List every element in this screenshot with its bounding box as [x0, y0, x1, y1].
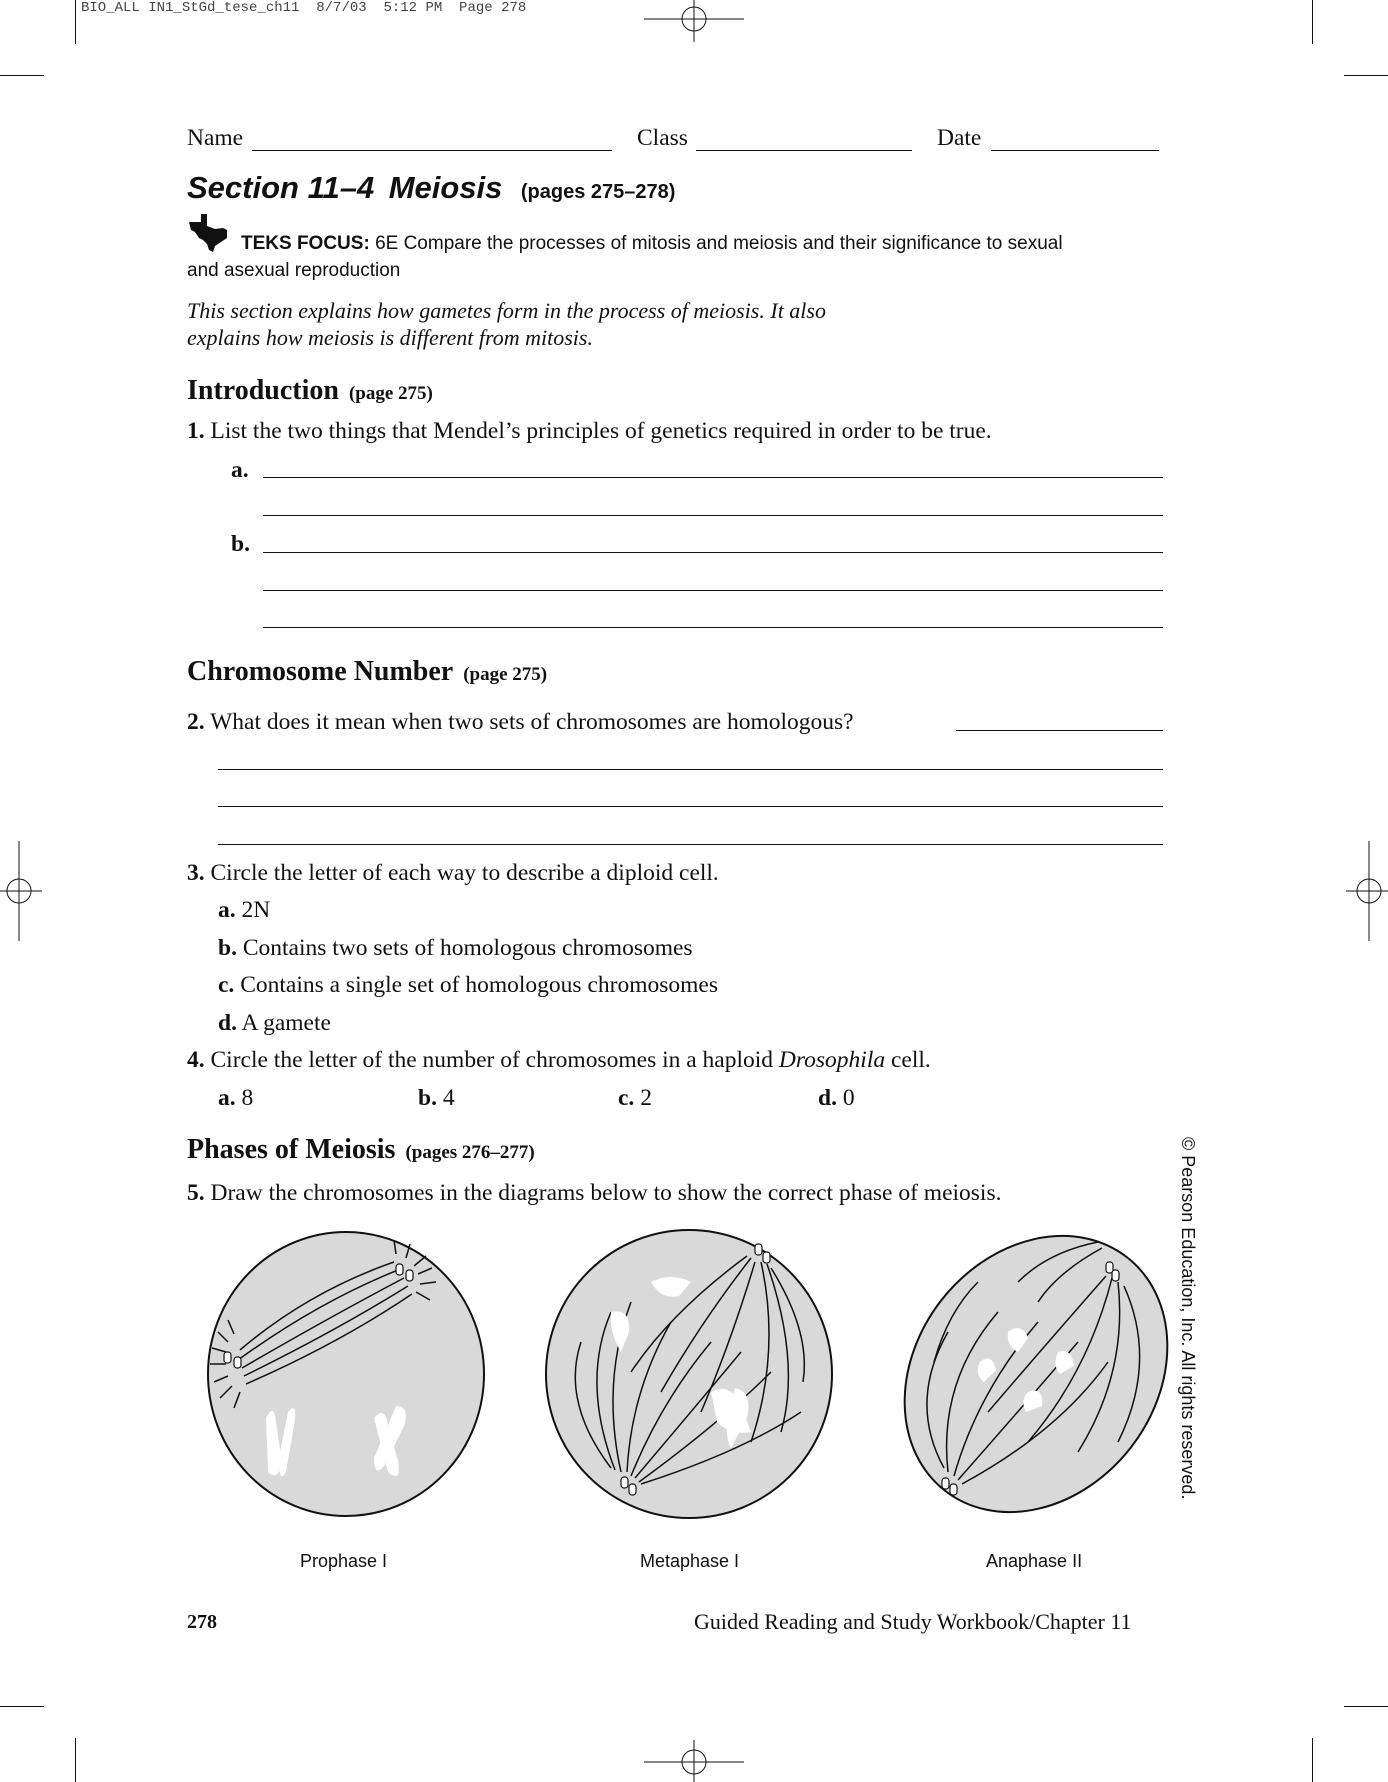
- question-4: 4. Circle the letter of the number of chromosomes in a haploid Drosophila cell.: [187, 1047, 931, 1073]
- heading-introduction: Introduction (page 275): [187, 375, 433, 406]
- q1-option-b-label: b.: [231, 531, 250, 557]
- question-3: 3. Circle the letter of each way to describe a diploid cell.: [187, 860, 719, 886]
- intro-line-1: This section explains how gametes form in the process of meiosis. It also: [187, 298, 826, 323]
- anaphase-ii-diagram[interactable]: [888, 1222, 1184, 1524]
- slug-line: BIO_ALL IN1_StGd_tese_ch11 8/7/03 5:12 PM Page 278: [81, 0, 527, 16]
- q1a-answer-line-1[interactable]: [263, 477, 1163, 478]
- q1b-answer-line-3[interactable]: [263, 627, 1163, 628]
- question-1: 1. List the two things that Mendel’s principles of genetics required in order to be true.: [187, 418, 992, 444]
- q1a-answer-line-2[interactable]: [263, 515, 1163, 516]
- q4-option-b[interactable]: b. 4: [418, 1085, 455, 1111]
- name-field[interactable]: [252, 150, 612, 151]
- q3-option-a[interactable]: a. 2N: [218, 897, 271, 923]
- q2-answer-line-3[interactable]: [218, 844, 1163, 845]
- class-field[interactable]: [696, 150, 912, 151]
- teks-text: 6E Compare the processes of mitosis and meiosis and their significance to sexual: [375, 233, 1063, 254]
- prophase-i-diagram[interactable]: [198, 1222, 494, 1524]
- section-intro: [187, 297, 826, 351]
- q4-option-d[interactable]: d. 0: [818, 1085, 855, 1111]
- footer-book-title: Guided Reading and Study Workbook/Chapter 11: [694, 1609, 1132, 1634]
- question-5: 5. Draw the chromosomes in the diagrams below to show the correct phase of meiosis.: [187, 1180, 1002, 1206]
- page-number: 278: [187, 1611, 217, 1633]
- q2-answer-line-1[interactable]: [218, 769, 1163, 770]
- teks-line1: [241, 233, 1063, 255]
- copyright-notice: © Pearson Education, Inc. All rights reserved.: [1178, 1137, 1198, 1500]
- q3-option-c[interactable]: c. Contains a single set of homologous chromosomes: [218, 972, 718, 998]
- q2-answer-line-2[interactable]: [218, 806, 1163, 807]
- section-pages: (pages 275–278): [520, 181, 676, 203]
- question-2: 2. What does it mean when two sets of chromosomes are homologous?: [187, 709, 854, 735]
- q1b-answer-line-2[interactable]: [263, 590, 1163, 591]
- q4-option-a[interactable]: a. 8: [218, 1085, 254, 1111]
- teks-label: TEKS FOCUS:: [241, 233, 370, 254]
- heading-phases-of-meiosis: Phases of Meiosis (pages 276–277): [187, 1134, 535, 1165]
- section-topic: Meiosis: [388, 170, 503, 205]
- diagram-label-metaphase-i: Metaphase I: [640, 1551, 740, 1571]
- heading-chromosome-number: Chromosome Number (page 275): [187, 656, 548, 687]
- q3-option-d[interactable]: d. A gamete: [218, 1010, 331, 1036]
- q1b-answer-line-1[interactable]: [263, 552, 1163, 553]
- intro-line-2: explains how meiosis is different from mitosis.: [187, 325, 593, 350]
- texas-icon: [187, 214, 229, 252]
- page-title: [187, 170, 675, 206]
- q2-answer-line-0[interactable]: [956, 730, 1163, 731]
- q1-option-a-label: a.: [231, 457, 249, 483]
- name-label: Name: [187, 125, 244, 151]
- date-label: Date: [937, 125, 982, 151]
- q3-option-b[interactable]: b. Contains two sets of homologous chromosomes: [218, 935, 693, 961]
- diagram-label-anaphase-ii: Anaphase II: [986, 1551, 1083, 1571]
- teks-line2: and asexual reproduction: [187, 260, 401, 281]
- section-number: Section 11–4: [187, 170, 375, 205]
- date-field[interactable]: [991, 150, 1159, 151]
- q4-option-c[interactable]: c. 2: [618, 1085, 652, 1111]
- diagram-label-prophase-i: Prophase I: [300, 1551, 388, 1571]
- class-label: Class: [637, 125, 688, 151]
- metaphase-i-diagram[interactable]: [541, 1222, 837, 1524]
